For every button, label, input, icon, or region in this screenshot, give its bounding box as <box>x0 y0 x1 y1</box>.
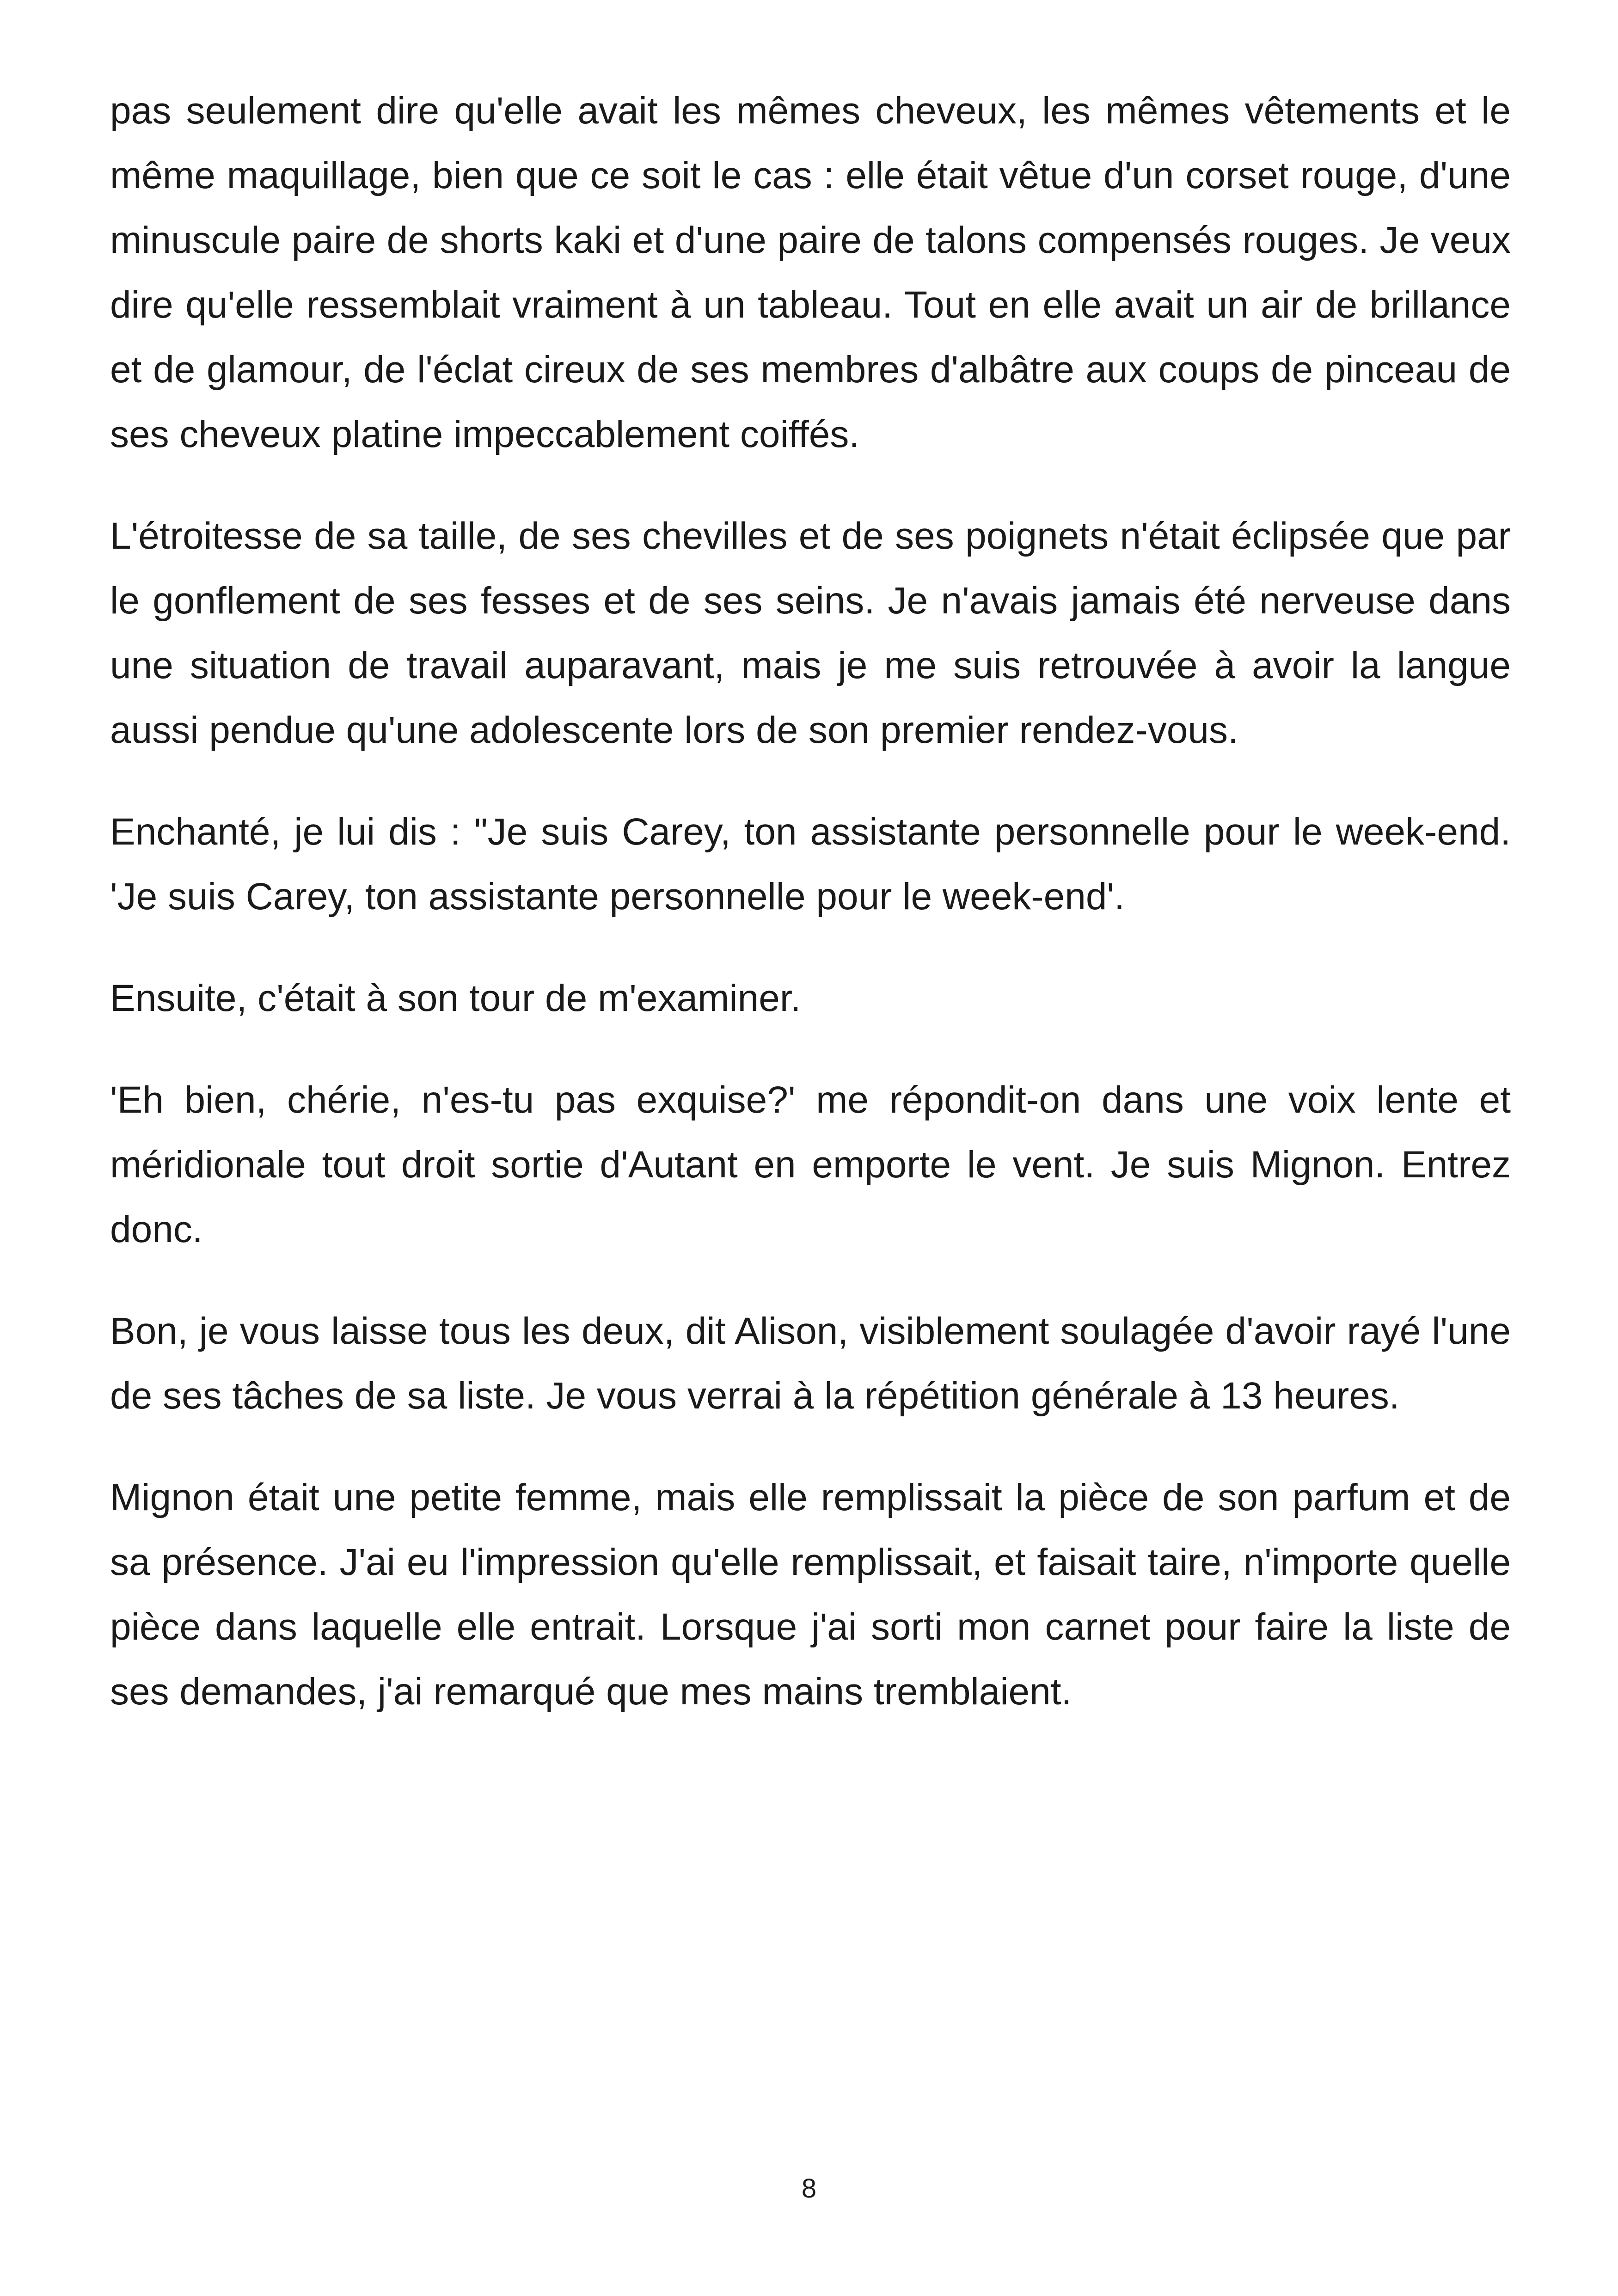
paragraph: L'étroitesse de sa taille, de ses chevilles et de ses poignets n'était éclipsée que par le gonflement de ses fesses et de ses seins. Je n'avais jamais été nerveuse dans une situation de travail auparavant, mais je me suis retrouvée à avoir la langue aussi pendue qu'une adolescente lors de son premier rendez-vous. <box>110 515 1511 751</box>
paragraph: Ensuite, c'était à son tour de m'examiner. <box>110 977 801 1019</box>
document-body <box>110 79 1511 1724</box>
paragraph: Bon, je vous laisse tous les deux, dit Alison, visiblement soulagée d'avoir rayé l'une de ses tâches de sa liste. Je vous verrai à la répétition générale à 13 heures. <box>110 1310 1511 1417</box>
paragraph: Mignon était une petite femme, mais elle remplissait la pièce de son parfum et de sa présence. J'ai eu l'impression qu'elle remplissait, et faisait taire, n'importe quelle pièce dans laquelle elle entrait. Lorsque j'ai sorti mon carnet pour faire la liste de ses demandes, j'ai remarqué que mes mains tremblaient. <box>110 1476 1511 1713</box>
page-number: 8 <box>801 2174 817 2204</box>
paragraph: 'Eh bien, chérie, n'es-tu pas exquise?' me répondit-on dans une voix lente et méridionale tout droit sortie d'Autant en emporte le vent. Je suis Mignon. Entrez donc. <box>110 1079 1511 1250</box>
paragraph: Enchanté, je lui dis : "Je suis Carey, ton assistante personnelle pour le week-end. 'Je suis Carey, ton assistante personnelle pour le week-end'. <box>110 811 1511 918</box>
paragraph: pas seulement dire qu'elle avait les mêmes cheveux, les mêmes vêtements et le même maquillage, bien que ce soit le cas : elle était vêtue d'un corset rouge, d'une minuscule paire de shorts kaki et d'une paire de talons compensés rouges. Je veux dire qu'elle ressemblait vraiment à un tableau. Tout en elle avait un air de brillance et de glamour, de l'éclat cireux de ses membres d'albâtre aux coups de pinceau de ses cheveux platine impeccablement coiffés. <box>110 90 1511 455</box>
